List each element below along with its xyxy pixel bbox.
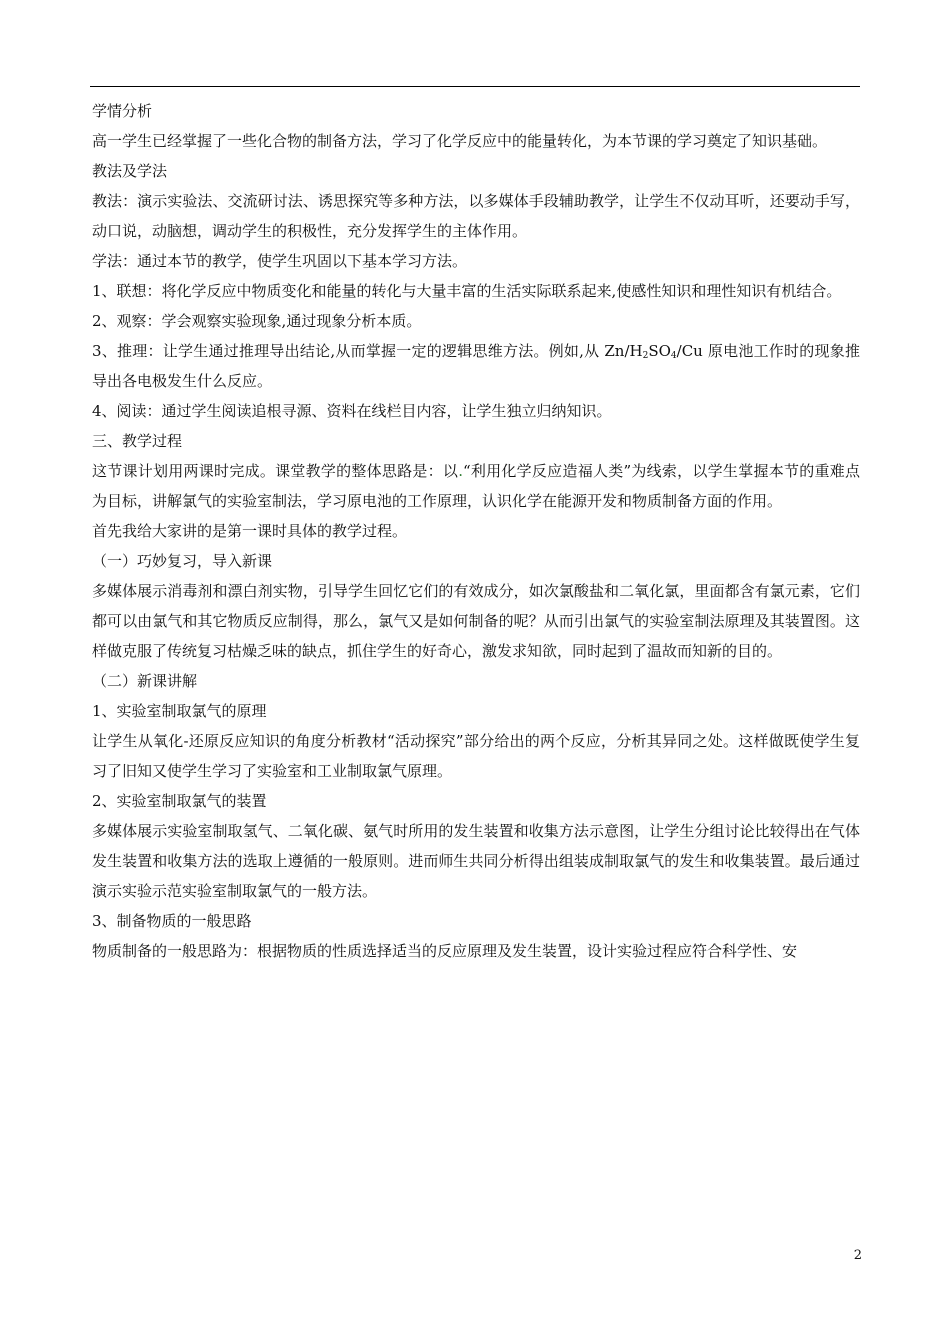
- heading-apparatus: 2、实验室制取氯气的装置: [92, 792, 267, 810]
- heading-principle: 1、实验室制取氯气的原理: [92, 702, 267, 720]
- paragraph: 首先我给大家讲的是第一课时具体的教学过程。: [92, 522, 408, 540]
- document-body: [92, 96, 860, 966]
- list-item: 1、联想：将化学反应中物质变化和能量的转化与大量丰富的生活实际联系起来,使感性知识和理性知识有机结合。: [92, 282, 842, 300]
- paragraph: 高一学生已经掌握了一些化合物的制备方法，学习了化学反应中的能量转化，为本节课的学习奠定了知识基础。: [92, 132, 828, 150]
- subsection-title-review: （一）巧妙复习，导入新课: [92, 552, 273, 570]
- section-title-teaching-process: 三、教学过程: [92, 432, 183, 450]
- section-title-student-analysis: 学情分析: [92, 102, 153, 120]
- paragraph: 多媒体展示消毒剂和漂白剂实物，引导学生回忆它们的有效成分，如次氯酸盐和二氧化氯，里面都含有氯元素，它们都可以由氯气和其它物质反应制得，那么，氯气又是如何制备的呢？从而引出氯气的实验室制法原理及其装置图。这样做克服了传统复习枯燥乏味的缺点，抓住学生的好奇心，激发求知欲，同时起到了温故而知新的目的。: [92, 582, 860, 660]
- paragraph: 多媒体展示实验室制取氢气、二氧化碳、氨气时所用的发生装置和收集方法示意图，让学生分组讨论比较得出在气体发生装置和收集方法的选取上遵循的一般原则。进而师生共同分析得出组装成制取氯气的发生和收集装置。最后通过演示实验示范实验室制取氯气的一般方法。: [92, 822, 860, 900]
- paragraph: 物质制备的一般思路为：根据物质的性质选择适当的反应原理及发生装置，设计实验过程应符合科学性、安: [92, 942, 798, 960]
- page-number: 2: [853, 1248, 862, 1263]
- header-rule: [90, 86, 860, 87]
- paragraph: 学法：通过本节的教学，使学生巩固以下基本学习方法。: [92, 252, 468, 270]
- section-title-methods: 教法及学法: [92, 162, 168, 180]
- heading-general-approach: 3、制备物质的一般思路: [92, 912, 252, 930]
- list-item: 2、观察：学会观察实验现象,通过现象分析本质。: [92, 312, 422, 330]
- paragraph: 让学生从氧化-还原反应知识的角度分析教材“活动探究”部分给出的两个反应，分析其异同之处。这样做既使学生复习了旧知又使学生学习了实验室和工业制取氯气原理。: [92, 732, 860, 780]
- paragraph: 教法：演示实验法、交流研讨法、诱思探究等多种方法，以多媒体手段辅助教学，让学生不仅动耳听，还要动手写，动口说，动脑想，调动学生的积极性，充分发挥学生的主体作用。: [92, 192, 860, 240]
- dot-mark: .: [458, 462, 463, 480]
- list-item: 4、阅读：通过学生阅读追根寻源、资料在线栏目内容，让学生独立归纳知识。: [92, 402, 612, 420]
- list-item: 3、推理：让学生通过推理导出结论,从而掌握一定的逻辑思维方法。例如,从 $Zn/H_2SO_4/Cu$ 原电池工作时的现象推导出各电极发生什么反应。: [92, 342, 860, 390]
- paragraph: 这节课计划用两课时完成。课堂教学的整体思路是：以.“利用化学反应造福人类”为线索，以学生掌握本节的重难点为目标，讲解氯气的实验室制法，学习原电池的工作原理，认识化学在能源开发和物质制备方面的作用。: [92, 462, 860, 510]
- subsection-title-new-lesson: （二）新课讲解: [92, 672, 198, 690]
